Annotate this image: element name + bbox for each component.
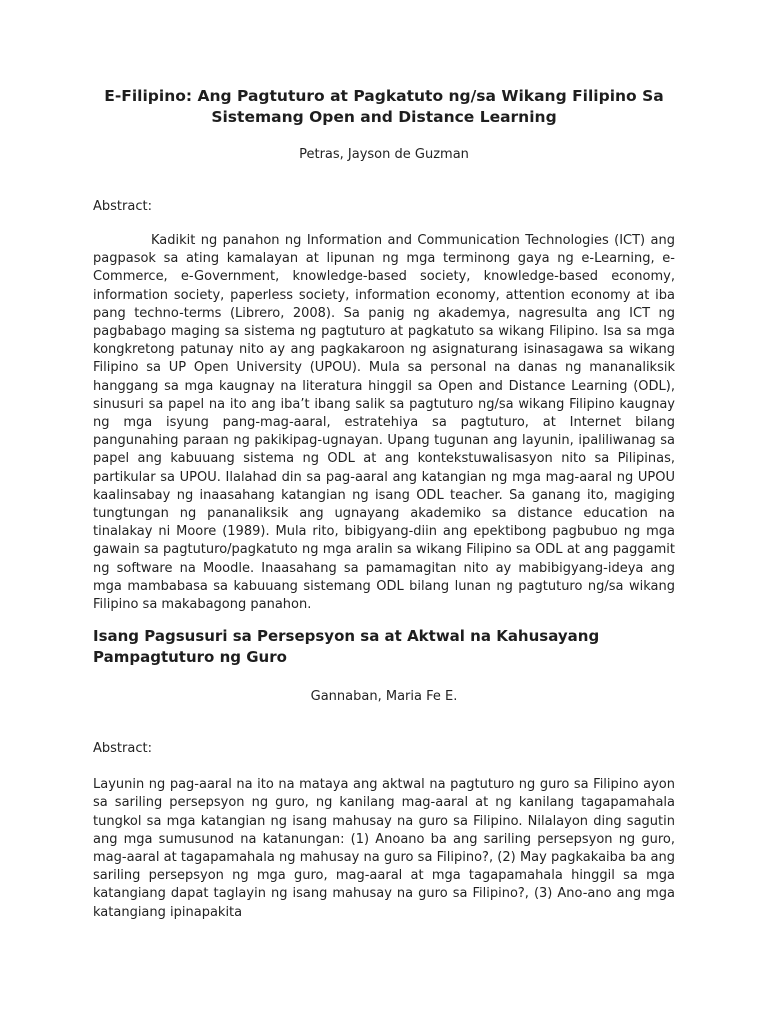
paper2-abstract-text: Layunin ng pag-aaral na ito na mataya ang aktwal na pagtuturo ng guro sa Filipino ayon sa sariling persepsyon ng guro, ng kanilang mag-aaral at ng kanilang tagapamahala tungkol sa mga katangian ng isang mahusay na guro sa Filipino. Nilalayon ding sagutin ang mga sumusunod na katanungan: (1) Anoano ba ang sariling persepsyon ng guro, mag-aaral at tagapamahala ng mahusay na guro sa Filipino?, (2) May pagkakaiba ba ang sariling persepsyon ng mga guro, mag-aaral at mga tagapamahala hinggil sa mga katangiang dapat taglayin ng isang mahusay na guro sa Filipino?, (3) Ano-ano ang mga katangiang ipinapakita <box>93 777 675 920</box>
paper1-author: Petras, Jayson de Guzman <box>299 147 469 162</box>
paper1-abstract-text: Kadikit ng panahon ng Information and Communication Technologies (ICT) ang pagpasok sa ating kamalayan at lipunan ng mga terminong gaya ng e-Learning, e-Commerce, e-Government, knowledge-based society, knowledge-based economy, information society, paperless society, information economy, attention economy at iba pang techno-terms (Librero, 2008). Sa panig ng akademya, nagresulta ang ICT ng pagbabago maging sa sistema ng pagtuturo at pagkatuto sa wikang Filipino. Isa sa mga kongkretong patunay nito ay ang pagkakaroon ng asignaturang isinasagawa sa wikang Filipino sa UP Open University (UPOU). Mula sa personal na danas ng mananaliksik hanggang sa mga kaugnay na literatura hinggil sa Open and Distance Learning (ODL), sinusuri sa papel na ito ang iba’t ibang salik sa pagtuturo ng/sa wikang Filipino kaugnay ng mga isyung pang-mag-aaral, estratehiya sa pagtuturo, at Internet bilang pangunahing paraan ng pakikipag-ugnayan. Upang tugunan ang layunin, ipaliliwanag sa papel ang kabuuang sistema ng ODL at ang kontekstuwalisasyon nito sa Pilipinas, partikular sa UPOU. Ilalahad din sa pag-aaral ang katangian ng mga mag-aaral ng UPOU kaalinsabay ng inaasahang katangian ng isang ODL teacher. Sa ganang ito, magiging tungtungan ng pananaliksik ang ugnayang akademiko sa distance education na tinalakay ni Moore (1989). Mula rito, bibigyang-diin ang epektibong pagbubuo ng mga gawain sa pagtuturo/pagkatuto ng mga aralin sa wikang Filipino sa ODL at ang paggamit ng software na Moodle. Inaasahang sa pamamagitan nito ay mabibigyang-ideya ang mga mambabasa sa kabuuang sistemang ODL bilang lunan ng pagtuturo ng/sa wikang Filipino sa makabagong panahon. <box>93 233 675 613</box>
paper2-title: Isang Pagsusuri sa Persepsyon sa at Aktwal na Kahusayang Pampagtuturo ng Guro <box>93 627 600 667</box>
paper1-abstract-label: Abstract: <box>93 199 152 214</box>
paper2-abstract-label: Abstract: <box>93 741 152 757</box>
paper2-author: Gannaban, Maria Fe E. <box>310 689 458 705</box>
paper1-title: E-Filipino: Ang Pagtuturo at Pagkatuto ng/sa Wikang Filipino Sa Sistemang Open and Distance Learning <box>104 87 664 126</box>
